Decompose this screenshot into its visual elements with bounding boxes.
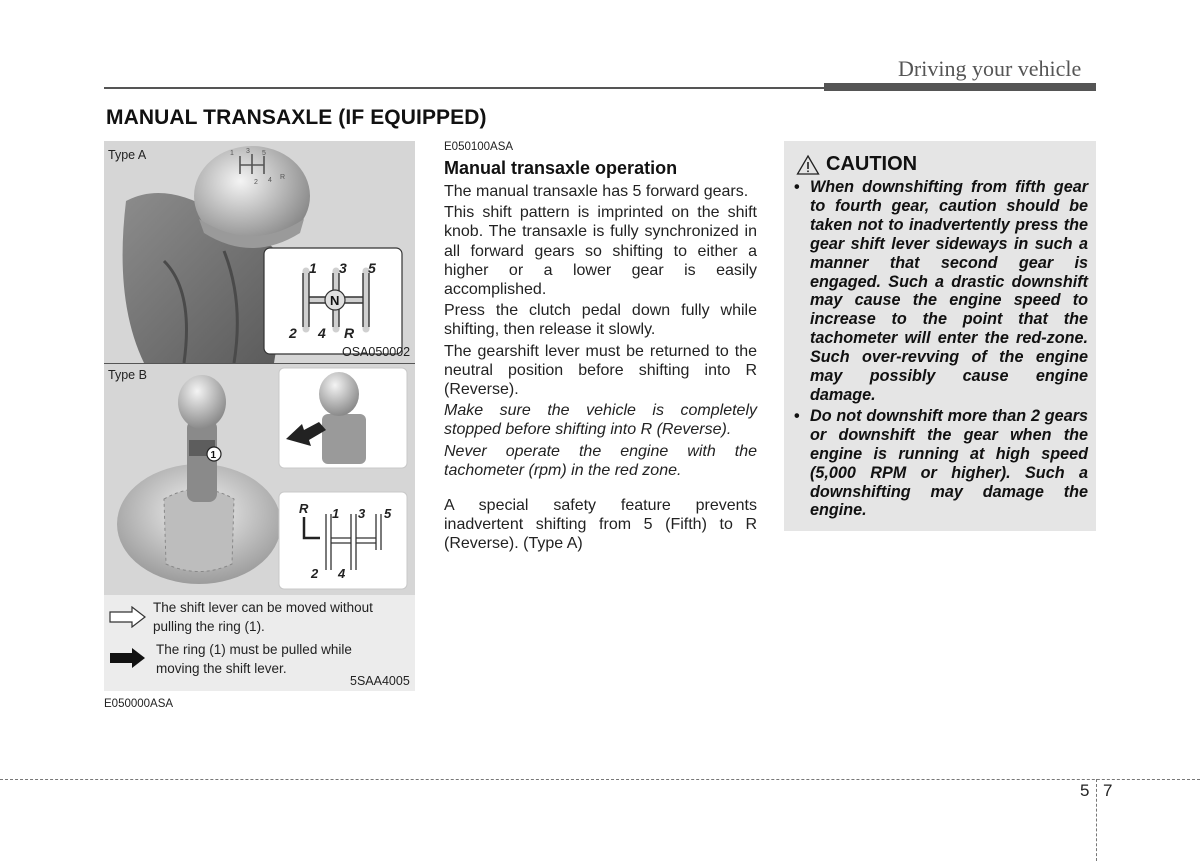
footer-rule [0, 779, 1200, 780]
figure-legend [104, 595, 415, 691]
neutral-label: N [330, 293, 340, 308]
gear-label: 2 [289, 325, 297, 341]
type-b-illustration [104, 364, 415, 595]
gear-label: 1 [332, 506, 340, 521]
figure-ref-code: E050000ASA [104, 698, 174, 710]
type-b-panel [104, 364, 415, 595]
section-title: Driving your vehicle [898, 56, 1082, 81]
type-a-illustration [104, 141, 415, 363]
caution-title: CAUTION [826, 153, 918, 175]
page-number: 7 [1103, 781, 1113, 800]
figure-code-b: 5SAA4005 [350, 674, 410, 688]
paragraph: Never operate the engine with the tachometer (rpm) in the red zone. [444, 442, 757, 479]
paragraph: This shift pattern is imprinted on the shift knob. The transaxle is fully synchronized in all forward gears so shifting to either a higher or a lower gear is easily accomplished. [444, 204, 757, 299]
outline-arrow-icon [108, 606, 148, 628]
caution-item: • When downshifting from fifth gear to fourth gear, caution should be taken not to inadvertently press the gear shift lever sideways in such a manner that second gear is engaged. Such a drastic downshift may cause the engine speed to increase to the point that the tachometer will enter the red-zone. Such over-revving of the engine may possibly cause engine damage. [792, 178, 1088, 405]
warning-icon [796, 154, 820, 176]
filled-arrow-icon [108, 647, 148, 669]
shift-knob [178, 375, 226, 429]
knob-gear-label: 4 [268, 177, 272, 184]
ring-callout-label: 1 [210, 450, 217, 461]
section-code: E050100ASA [444, 141, 514, 153]
type-b-label: Type B [108, 368, 147, 382]
figure-code-a: OSA050002 [342, 345, 411, 359]
gear-label: 5 [368, 260, 376, 276]
gear-label: 1 [309, 260, 317, 276]
knob-gear-label: 1 [230, 150, 234, 157]
knob-gear-label: 3 [246, 148, 250, 155]
caution-list [792, 178, 1088, 522]
gear-label: 4 [338, 566, 346, 581]
page-title: MANUAL TRANSAXLE (IF EQUIPPED) [106, 106, 487, 129]
paragraph: The manual transaxle has 5 forward gears. [444, 183, 749, 200]
type-a-panel [104, 141, 415, 363]
legend-filled-text: The ring (1) must be pulled while moving the shift lever. [156, 642, 352, 676]
type-a-label: Type A [108, 148, 147, 162]
gear-label: 2 [311, 566, 319, 581]
gear-label: R [344, 325, 355, 341]
caution-item: • Do not downshift more than 2 gears or downshift the gear when the engine is running at high speed (5,000 RPM or higher). Such a downshifting may damage the engine. [792, 407, 1088, 520]
paragraph: The gearshift lever must be returned to the neutral position before shifting into R (Reverse). [444, 342, 757, 399]
gear-label: R [299, 501, 309, 516]
knob-gear-label: 5 [262, 150, 266, 157]
knob-gear-label: R [280, 174, 286, 181]
shift-pattern-figure [104, 141, 415, 691]
operation-section [444, 141, 757, 556]
header-bar [824, 83, 1096, 91]
section-heading: Manual transaxle operation [444, 158, 678, 178]
gear-label: 4 [318, 325, 326, 341]
footer-divider [1096, 779, 1097, 861]
legend-outline-text: The shift lever can be moved without pulling the ring (1). [153, 600, 373, 634]
caution-box [784, 141, 1096, 531]
gear-label: 3 [339, 260, 347, 276]
gear-label: 3 [358, 506, 366, 521]
gear-label: 5 [384, 506, 392, 521]
paragraph: A special safety feature prevents inadvertent shifting from 5 (Fifth) to R (Reverse). (Type A) [444, 497, 757, 553]
paragraph: Make sure the vehicle is completely stopped before shifting into R (Reverse). [444, 402, 757, 439]
paragraph: Press the clutch pedal down fully while shifting, then release it slowly. [444, 302, 757, 339]
chapter-number: 5 [1080, 781, 1090, 800]
knob-gear-label: 2 [254, 179, 258, 186]
